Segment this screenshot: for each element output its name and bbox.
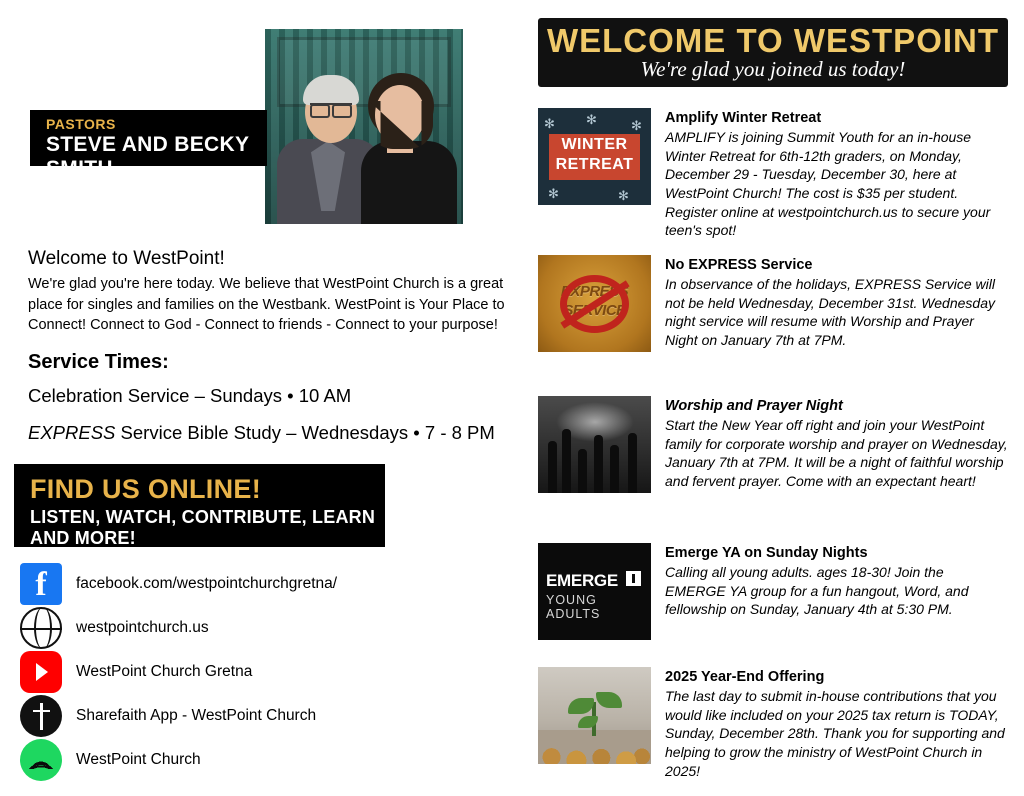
social-row-website[interactable] [20, 606, 500, 649]
announcement-body [665, 108, 1008, 240]
announcement-worship-prayer-night [538, 396, 1008, 493]
worship-night-thumb [538, 396, 651, 493]
globe-icon[interactable] [20, 607, 62, 649]
year-end-offering-thumb [538, 667, 651, 764]
announcement-year-end-offering [538, 667, 1008, 780]
raised-hand-shape [578, 449, 587, 493]
winter-retreat-thumb-line1: WINTER [561, 136, 628, 153]
raised-hand-shape [594, 435, 603, 493]
emerge-thumb-line2: YOUNG ADULTS [546, 593, 601, 621]
winter-retreat-thumb-line2: RETREAT [555, 156, 634, 173]
winter-retreat-thumb [538, 108, 651, 205]
announcement-body [665, 667, 1008, 780]
service-time-2-rest: Service Bible Study – Wednesdays • 7 - 8 PM [115, 422, 495, 443]
announcement-title: No EXPRESS Service [665, 257, 813, 273]
service-time-2 [28, 422, 495, 444]
announcement-text: Start the New Year off right and join your WestPoint family for corporate worship and prayer on Wednesday, January 7th at 7PM. It will be a night of faithful worship and fervent prayer. Come with an expectant heart! [665, 417, 1008, 489]
snowflake-icon: ✻ [586, 112, 597, 127]
glasses-icon [310, 103, 352, 112]
facebook-icon[interactable] [20, 563, 62, 605]
social-label-facebook[interactable]: facebook.com/westpointchurchgretna/ [76, 574, 338, 592]
raised-hand-shape [628, 433, 637, 493]
announcement-text: In observance of the holidays, EXPRESS Service will not be held Wednesday, December 31st. Wednesday night service will resume with Worship and Prayer Night on January 7th at 7PM. [665, 276, 995, 348]
pastor-female-body [361, 141, 457, 224]
social-label-youtube[interactable]: WestPoint Church Gretna [76, 662, 253, 680]
find-us-title: FIND US ONLINE! [30, 474, 261, 504]
social-row-youtube[interactable] [20, 650, 500, 693]
pastors-names: STEVE AND BECKY SMITH [46, 133, 249, 180]
announcement-title: Emerge YA on Sunday Nights [665, 545, 868, 561]
announcement-text: The last day to submit in-house contributions that you would like included on your 2025 tax return is TODAY, Sunday, December 28th. Thank you for supporting and helping to grow the ministry of WestPoint Church in 2025! [665, 688, 1005, 779]
social-label-website[interactable]: westpointchurch.us [76, 618, 209, 636]
welcome-heading: Welcome to WestPoint! [28, 248, 225, 269]
announcement-title: Amplify Winter Retreat [665, 110, 822, 126]
snowflake-icon: ✻ [544, 116, 555, 131]
raised-hand-shape [610, 445, 619, 493]
announcement-text: AMPLIFY is joining Summit Youth for an in-house Winter Retreat for 6th-12th graders, on Monday, December 29 - Tuesday, December 30, here at WestPoint Church! The cost is $35 per student. Register online at westpointchurch.us to secure your teen's spot! [665, 129, 991, 239]
announcement-body [665, 543, 1008, 640]
social-row-sharefaith[interactable] [20, 694, 500, 737]
no-express-thumb-line1: EXPRESS [560, 283, 629, 300]
welcome-banner-title: WELCOME TO WESTPOINT [546, 22, 1000, 59]
raised-hand-shape [562, 429, 571, 493]
announcement-body [665, 255, 1008, 352]
find-us-online-banner [14, 464, 385, 547]
youtube-icon[interactable] [20, 651, 62, 693]
welcome-body: We're glad you're here today. We believe that WestPoint Church is a great place for singles and families on the Westbank. WestPoint is Your Place to Connect! Connect to God - Connect to friends - Connect to your purpose! [28, 276, 505, 334]
emerge-thumb-line1: EMERGE [546, 571, 618, 590]
pastors-nameplate [30, 110, 267, 180]
emerge-ya-thumb [538, 543, 651, 640]
no-express-thumb-line2: SERVICE [563, 302, 626, 319]
announcement-emerge-ya [538, 543, 1008, 640]
sharefaith-icon[interactable] [20, 695, 62, 737]
welcome-banner-subtitle: We're glad you joined us today! [640, 57, 906, 81]
snowflake-icon: ✻ [618, 188, 629, 203]
service-times-title: Service Times: [28, 351, 169, 373]
plant-leaf-shape [568, 698, 594, 714]
announcement-body [665, 396, 1008, 493]
pastors-kicker: PASTORS [46, 116, 116, 132]
social-label-sharefaith[interactable]: Sharefaith App - WestPoint Church [76, 706, 317, 724]
social-row-spotify[interactable] [20, 738, 500, 781]
social-label-spotify[interactable]: WestPoint Church [76, 750, 201, 768]
emerge-mark-icon [626, 571, 641, 586]
plant-leaf-shape [596, 692, 622, 708]
announcement-text: Calling all young adults. ages 18-30! Join the EMERGE YA group for a fun hangout, Word, and fellowship on Sunday, January 4th at 5:30 PM. [665, 564, 969, 618]
social-row-facebook[interactable] [20, 562, 500, 605]
service-time-2-emphasis: EXPRESS [28, 422, 116, 443]
raised-hand-shape [548, 441, 557, 493]
announcement-title: Worship and Prayer Night [665, 398, 843, 414]
announcement-title: 2025 Year-End Offering [665, 669, 825, 685]
right-column [535, 0, 1024, 796]
snowflake-icon: ✻ [548, 186, 559, 201]
no-express-service-thumb [538, 255, 651, 352]
social-links [20, 562, 500, 782]
spotify-icon[interactable] [20, 739, 62, 781]
service-time-1: Celebration Service – Sundays • 10 AM [28, 385, 352, 406]
announcement-no-express-service [538, 255, 1008, 352]
find-us-subtitle: LISTEN, WATCH, CONTRIBUTE, LEARN AND MORE! [30, 507, 376, 548]
pastors-photo [265, 29, 463, 224]
snowflake-icon: ✻ [631, 118, 642, 133]
welcome-banner [538, 18, 1008, 87]
announcement-winter-retreat [538, 108, 1008, 240]
